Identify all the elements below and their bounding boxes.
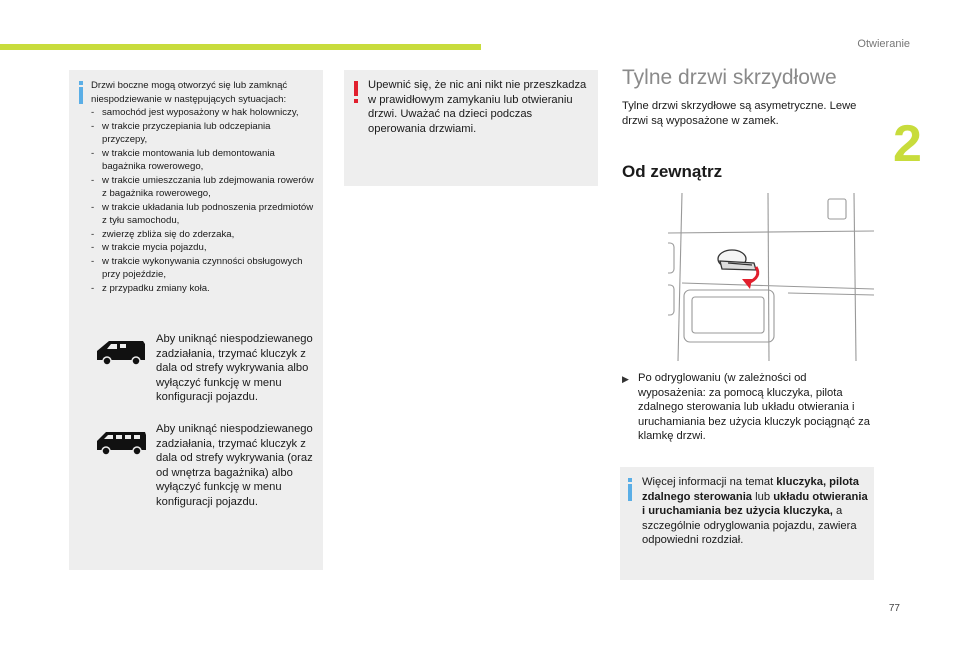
list-item: - w trakcie przyczepiania lub odczepiania przyczepy, (91, 120, 317, 147)
page-title: Tylne drzwi skrzydłowe (622, 66, 837, 89)
list-item: - samochód jest wyposażony w hak holowniczy, (91, 106, 317, 120)
list-item: - w trakcie układania lub podnoszenia przedmiotów z tyłu samochodu, (91, 201, 317, 228)
more-info-part: Więcej informacji na temat (642, 476, 777, 488)
more-info-bold: kluczyka, pilota zdalnego sterowania (642, 476, 859, 503)
page-number: 77 (888, 603, 900, 614)
section-label: Otwieranie (857, 38, 910, 50)
info-icon (628, 484, 632, 501)
more-info-bold: układu otwierania i uruchamiania bez użycia kluczyka, (642, 490, 868, 517)
intro-text: Tylne drzwi skrzydłowe są asymetryczne. Lewe drzwi są wyposażone w zamek. (622, 100, 857, 127)
van-note-short (95, 332, 314, 405)
section-heading: Od zewnątrz (622, 162, 723, 181)
warning-text: Upewnić się, że nic ani nikt nie przeszkadza w prawidłowym zamykaniu lub otwieraniu drzwi. Uważać na dzieci podczas operowania drzwiami. (368, 79, 587, 135)
situation-list (91, 106, 317, 295)
van-note-text: Aby uniknąć niespodziewanego zadziałania, trzymać kluczyk z dala od strefy wykrywania albo wyłączyć funkcję w menu konfiguracji pojazdu. (156, 333, 313, 403)
more-info-text (642, 475, 868, 548)
info-box-more-info (620, 467, 874, 580)
van-note-text: Aby uniknąć niespodziewanego zadziałania, trzymać kluczyk z dala od strefy wykrywania (oraz od wnętrza bagażnika) albo wyłączyć funkcję w menu konfiguracji pojazdu. (156, 423, 313, 508)
info-icon (79, 87, 83, 104)
more-info-part: lub (752, 490, 774, 503)
list-item: - zwierzę zbliża się do zderzaka, (91, 228, 317, 242)
chapter-number: 2 (893, 115, 922, 173)
list-item: - w trakcie montowania lub demontowania bagażnika rowerowego, (91, 147, 317, 174)
van-short-icon (95, 338, 147, 366)
list-item: - w trakcie umieszczania lub zdejmowania rowerów z bagażnika rowerowego, (91, 174, 317, 201)
list-item: - w trakcie mycia pojazdu, (91, 241, 317, 255)
list-item: - w trakcie wykonywania czynności obsługowych przy pojeździe, (91, 255, 317, 282)
info-intro: Drzwi boczne mogą otworzyć się lub zamknąć niespodziewanie w następujących sytuacjach: (91, 80, 288, 105)
warning-icon (354, 81, 358, 96)
more-info-part: a szczególnie odryglowania pojazdu, zawiera odpowiedni rozdział. (642, 505, 857, 546)
warning-box (344, 70, 598, 186)
step-item (622, 371, 874, 444)
van-note-long (95, 422, 314, 509)
step-text: Po odryglowaniu (w zależności od wyposażenia: za pomocą kluczyka, pilota zdalnego sterowania lub układu otwierania i uruchamiania bez użycia kluczyk pociągnąć za klamkę drzwi. (638, 372, 870, 442)
header-accent-bar (0, 44, 481, 50)
van-long-icon (95, 428, 147, 456)
rear-door-illustration (668, 193, 874, 361)
bullet-triangle-icon: ▶ (622, 374, 629, 384)
list-item: - z przypadku zmiany koła. (91, 282, 317, 296)
